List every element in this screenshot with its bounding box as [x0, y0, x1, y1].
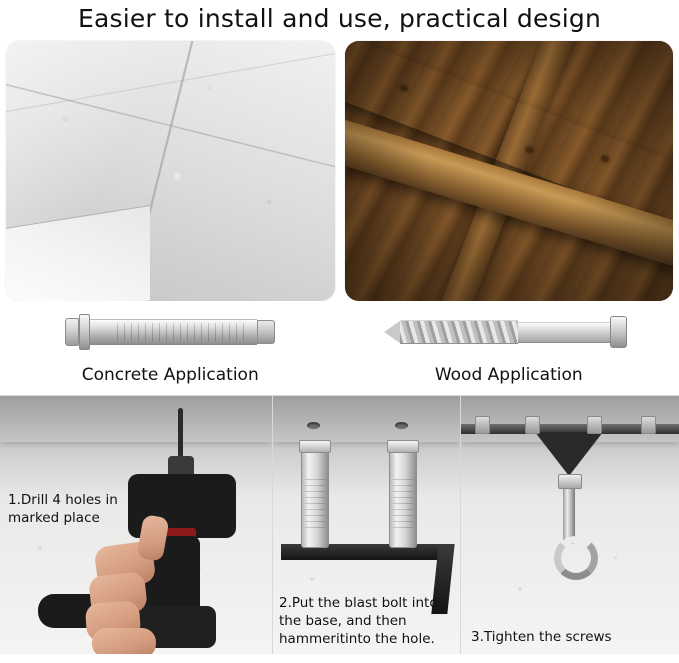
page-title: Easier to install and use, practical design — [77, 4, 602, 33]
application-cards — [0, 41, 679, 385]
hex-nut — [558, 474, 582, 489]
step-2 — [273, 396, 461, 654]
wood-beam-ceiling-photo — [345, 41, 674, 301]
concrete-texture — [6, 41, 335, 301]
triangular-bracket — [535, 432, 603, 476]
concrete-ceiling-illustration — [6, 41, 335, 301]
caption-concrete: Concrete Application — [81, 365, 259, 385]
step-1 — [0, 396, 273, 654]
screw-point — [384, 321, 400, 343]
wood-ceiling-illustration — [345, 41, 674, 301]
step-3 — [461, 396, 679, 654]
hand-palm — [92, 628, 156, 654]
expansion-anchor-bolt-icon — [65, 317, 275, 347]
bolt-head — [65, 318, 79, 346]
screw-shank — [518, 322, 610, 343]
anchor-stud — [475, 416, 490, 434]
bolt-tip — [257, 320, 275, 344]
drill-bit — [178, 408, 183, 460]
anchor-bolt-right — [389, 450, 417, 548]
screw-thread — [400, 320, 518, 344]
bolt-cap — [387, 440, 419, 453]
screw-head — [610, 316, 627, 348]
step-3-text: 3.Tighten the screws — [471, 629, 612, 645]
anchor-stud — [525, 416, 540, 434]
anchor-stud — [587, 416, 602, 434]
photo-vignette — [345, 41, 674, 301]
step-1-text: 1.Drill 4 holes in marked place — [8, 492, 118, 526]
wood-product-strip — [345, 301, 674, 363]
drilled-hole — [395, 422, 408, 429]
step-2-text: 2.Put the blast bolt into the base, and then hammeritinto the hole. — [279, 595, 438, 647]
application-card-wood — [345, 41, 674, 385]
caption-wood: Wood Application — [434, 365, 583, 385]
concrete-product-strip — [6, 301, 335, 363]
concrete-ceiling-photo — [6, 41, 335, 301]
anchor-stud — [641, 416, 656, 434]
anchor-bolt-left — [301, 450, 329, 548]
bolt-cap — [299, 440, 331, 453]
application-card-concrete — [6, 41, 335, 385]
eye-bolt-ring — [554, 536, 598, 580]
lag-screw-icon — [384, 315, 634, 349]
bolt-shank — [90, 319, 257, 345]
drilled-hole — [307, 422, 320, 429]
bolt-washer — [79, 314, 90, 350]
installation-steps — [0, 395, 679, 654]
